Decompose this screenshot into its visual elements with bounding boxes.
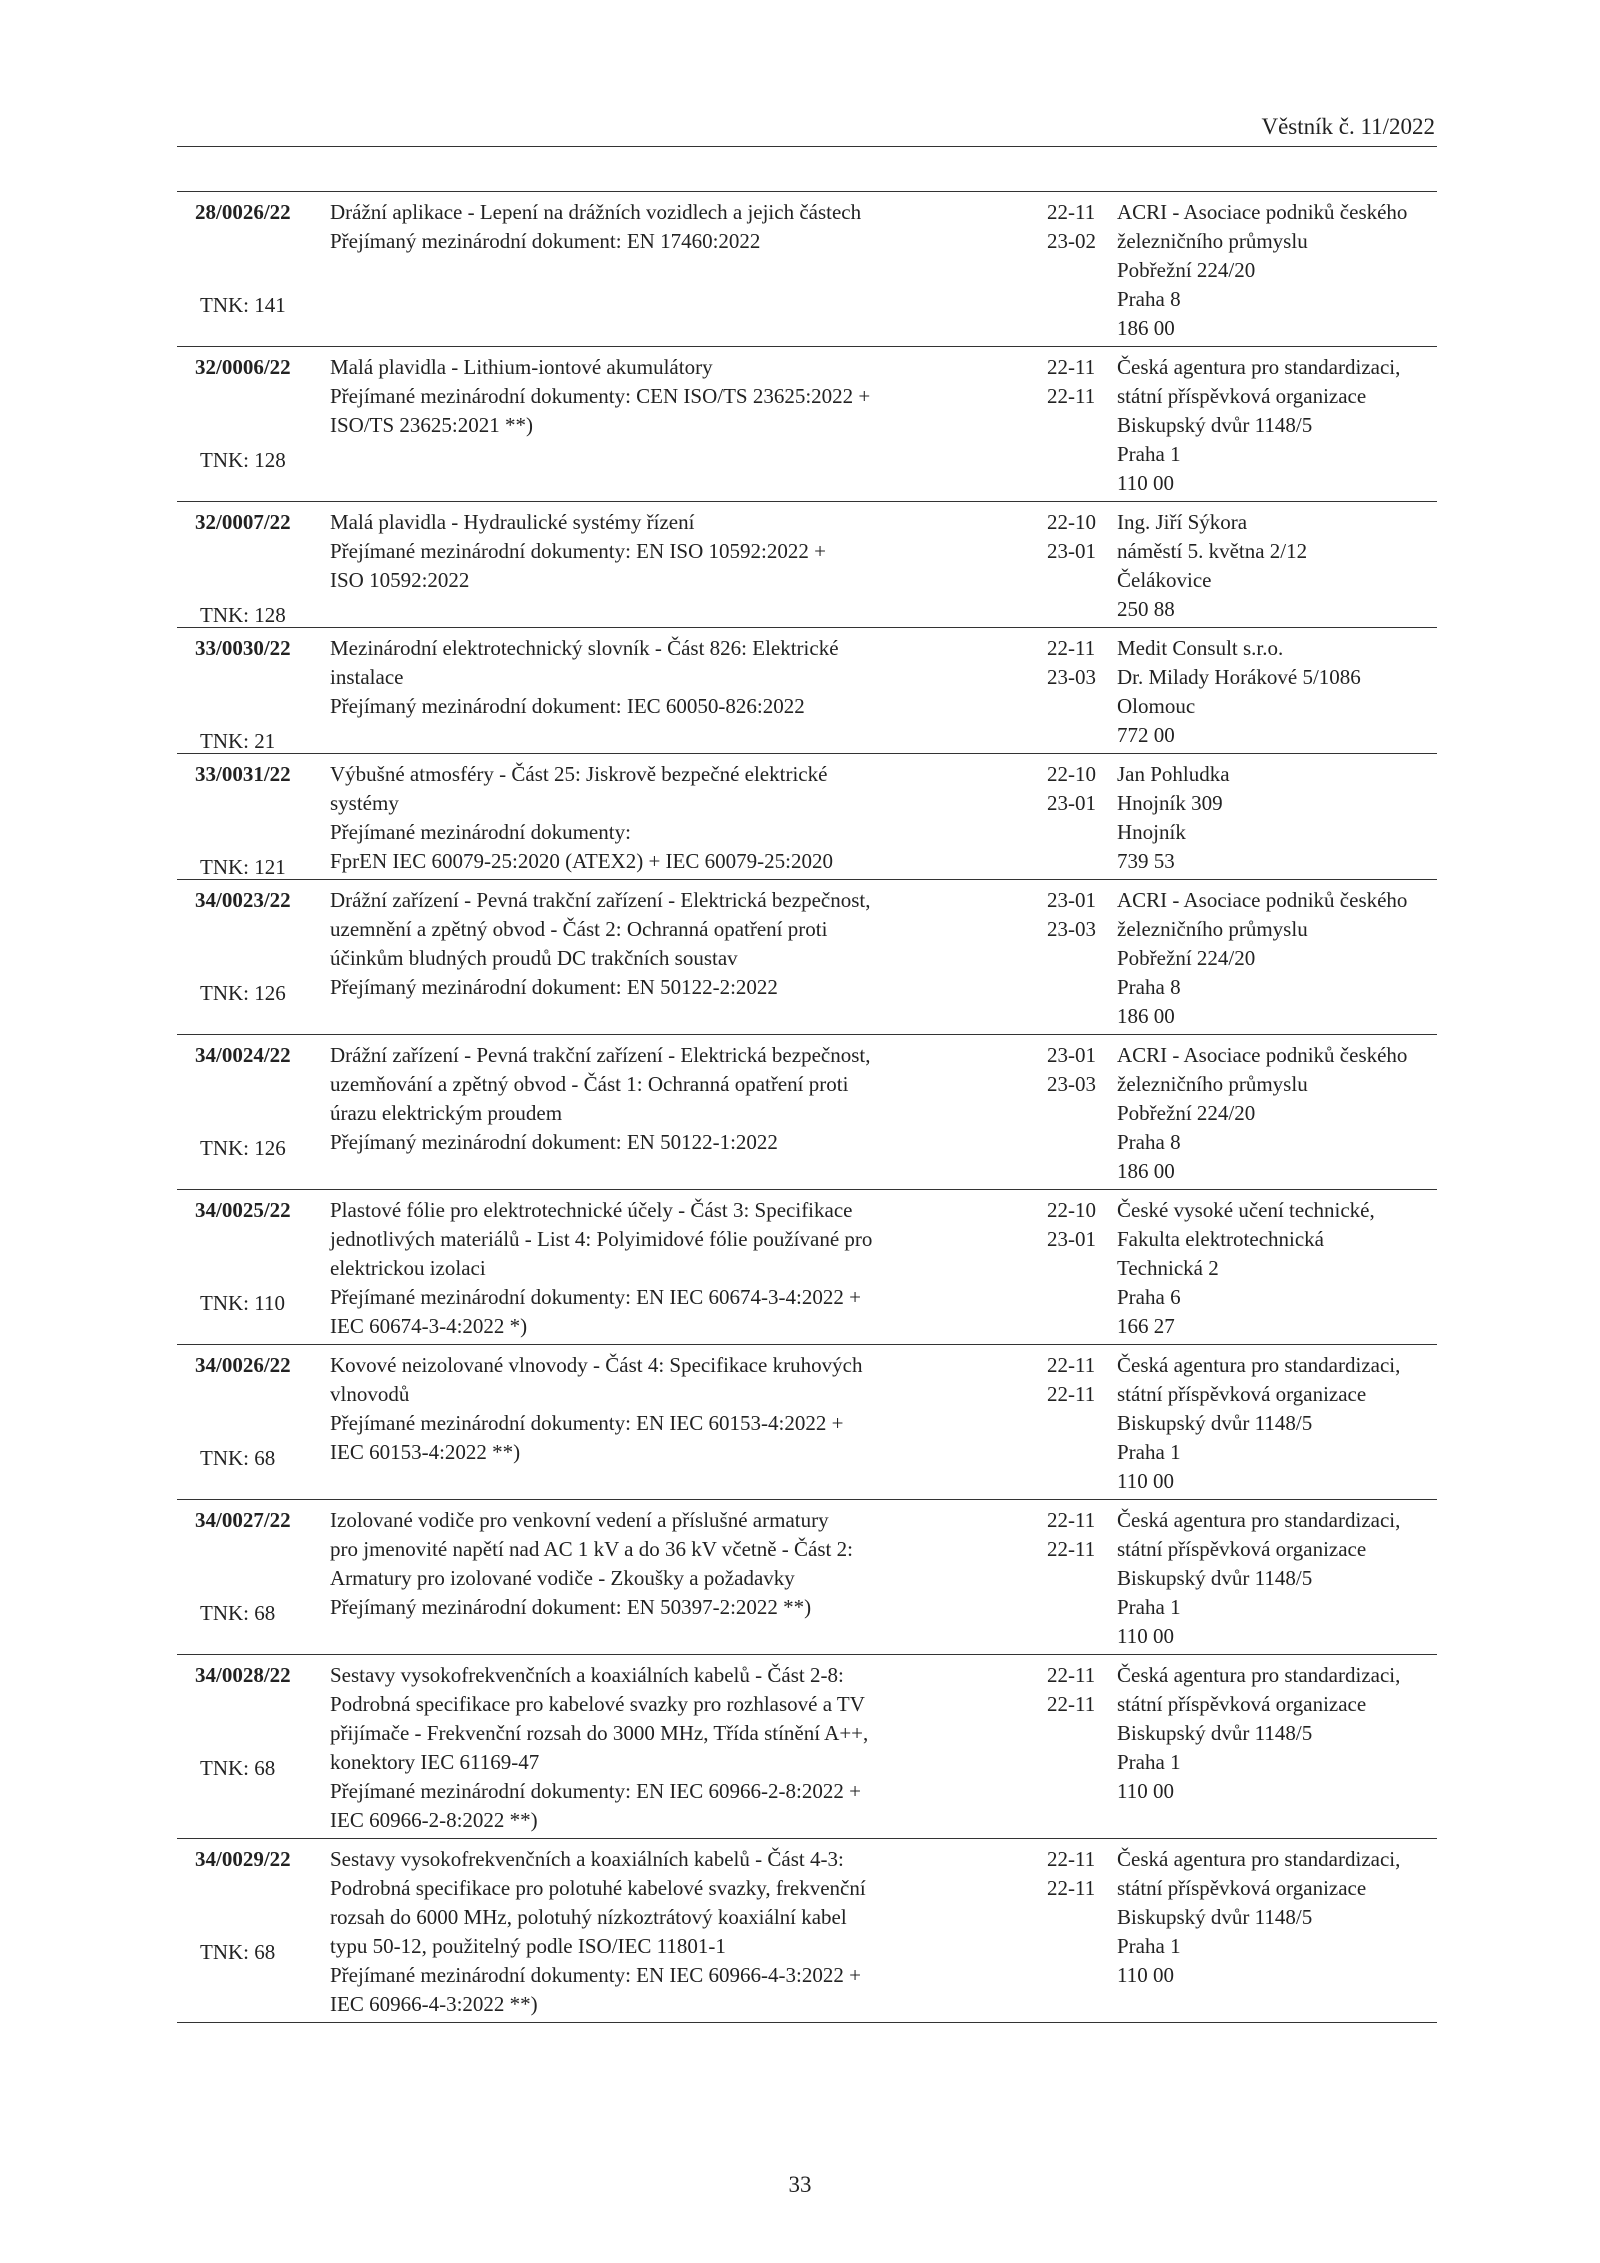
entry-code: 33/0031/22 <box>195 762 291 786</box>
entry-contact-line: Česká agentura pro standardizaci, <box>1117 355 1401 379</box>
entry-contact-line: 166 27 <box>1117 1314 1175 1338</box>
entry-contact-line: Biskupský dvůr 1148/5 <box>1117 1721 1313 1745</box>
table-row <box>177 347 1437 502</box>
entry-contact-line: Biskupský dvůr 1148/5 <box>1117 1566 1313 1590</box>
entry-date: 23-01 <box>1047 888 1096 912</box>
entry-contact-line: Jan Pohludka <box>1117 762 1230 786</box>
entry-contact-line: Česká agentura pro standardizaci, <box>1117 1847 1401 1871</box>
entry-code-cell <box>177 353 327 498</box>
entry-contact-line: Praha 1 <box>1117 1934 1181 1958</box>
table-row <box>177 880 1437 1035</box>
page-header-title: Věstník č. 11/2022 <box>1261 114 1435 139</box>
entry-code-cell <box>177 508 327 627</box>
entry-contact-line: 110 00 <box>1117 471 1174 495</box>
entry-title-line: Přejímaný mezinárodní dokument: EN 50397-2:2022 **) <box>330 1595 812 1619</box>
entry-title-cell <box>327 760 1007 876</box>
entry-contact-line: Česká agentura pro standardizaci, <box>1117 1353 1401 1377</box>
entry-contact-line: státní příspěvková organizace <box>1117 1382 1367 1406</box>
entry-contact-line: Praha 8 <box>1117 975 1181 999</box>
entry-contact-line: železničního průmyslu <box>1117 1072 1308 1096</box>
entry-code-cell <box>177 1196 327 1341</box>
entry-code: 32/0007/22 <box>195 510 291 534</box>
entry-code: 33/0030/22 <box>195 636 291 660</box>
entry-dates-cell <box>1007 1661 1096 1835</box>
entry-contact-line: Hnojník <box>1117 820 1186 844</box>
entry-title-line: Drážní zařízení - Pevná trakční zařízení - Elektrická bezpečnost, <box>330 1043 871 1067</box>
entry-title-cell <box>327 198 1007 343</box>
entry-title-line: Plastové fólie pro elektrotechnické účely - Část 3: Specifikace <box>330 1198 853 1222</box>
entry-contact-cell <box>1077 1041 1437 1186</box>
entry-tnk: TNK: 121 <box>200 855 286 879</box>
entry-date: 22-11 <box>1047 1847 1096 1871</box>
entry-title-line: Přejímané mezinárodní dokumenty: EN IEC 60966-2-8:2022 + <box>330 1779 861 1803</box>
entry-title-line: přijímače - Frekvenční rozsah do 3000 MHz, Třída stínění A++, <box>330 1721 869 1745</box>
standards-table <box>177 191 1437 2023</box>
entry-tnk: TNK: 128 <box>200 603 286 627</box>
entry-date: 23-03 <box>1047 1072 1096 1096</box>
entry-contact-line: 772 00 <box>1117 723 1175 747</box>
table-row <box>177 754 1437 880</box>
entry-tnk: TNK: 126 <box>200 981 286 1005</box>
entry-dates-cell <box>1007 1041 1096 1186</box>
entry-contact-line: Pobřežní 224/20 <box>1117 1101 1256 1125</box>
entry-date: 22-11 <box>1047 384 1096 408</box>
entry-date: 22-11 <box>1047 1382 1096 1406</box>
entry-title-line: Přejímaný mezinárodní dokument: EN 50122-2:2022 <box>330 975 778 999</box>
entry-dates-cell <box>1007 634 1096 750</box>
entry-title-line: Sestavy vysokofrekvenčních a koaxiálních kabelů - Část 4-3: <box>330 1847 844 1871</box>
entry-date: 23-01 <box>1047 791 1096 815</box>
entry-contact-line: 110 00 <box>1117 1963 1174 1987</box>
entry-title-cell <box>327 1661 1007 1835</box>
entry-date: 22-10 <box>1047 510 1096 534</box>
entry-title-line: účinkům bludných proudů DC trakčních soustav <box>330 946 738 970</box>
entry-date: 22-11 <box>1047 1508 1096 1532</box>
entry-title-cell <box>327 1041 1007 1186</box>
entry-contact-cell <box>1077 1351 1437 1496</box>
entry-contact-cell <box>1077 353 1437 498</box>
entry-code-cell <box>177 1041 327 1186</box>
entry-contact-cell <box>1077 508 1437 624</box>
entry-code-cell <box>177 1661 327 1835</box>
entry-contact-line: Medit Consult s.r.o. <box>1117 636 1284 660</box>
entry-contact-line: Olomouc <box>1117 694 1196 718</box>
table-row <box>177 1345 1437 1500</box>
page-number: 33 <box>788 2172 812 2197</box>
entry-tnk: TNK: 68 <box>200 1940 276 1964</box>
entry-title-line: FprEN IEC 60079-25:2020 (ATEX2) + IEC 60079-25:2020 <box>330 849 833 873</box>
entry-contact-line: Praha 6 <box>1117 1285 1181 1309</box>
entry-title-line: Přejímané mezinárodní dokumenty: EN IEC 60966-4-3:2022 + <box>330 1963 861 1987</box>
entry-title-line: Mezinárodní elektrotechnický slovník - Část 826: Elektrické <box>330 636 839 660</box>
entry-title-line: Malá plavidla - Hydraulické systémy řízení <box>330 510 695 534</box>
entry-date: 23-03 <box>1047 665 1096 689</box>
table-row <box>177 1655 1437 1839</box>
table-row <box>177 502 1437 628</box>
table-row <box>177 628 1437 754</box>
entry-contact-line: 110 00 <box>1117 1469 1174 1493</box>
entry-title-cell <box>327 634 1007 750</box>
entry-contact-line: 110 00 <box>1117 1624 1174 1648</box>
entry-title-line: Podrobná specifikace pro kabelové svazky pro rozhlasové a TV <box>330 1692 865 1716</box>
table-row <box>177 192 1437 347</box>
entry-title-line: uzemňování a zpětný obvod - Část 1: Ochranná opatření proti <box>330 1072 849 1096</box>
entry-contact-line: železničního průmyslu <box>1117 917 1308 941</box>
entry-title-line: IEC 60966-2-8:2022 **) <box>330 1808 538 1832</box>
entry-title-line: Drážní zařízení - Pevná trakční zařízení - Elektrická bezpečnost, <box>330 888 871 912</box>
entry-title-cell <box>327 353 1007 498</box>
entry-code-cell <box>177 760 327 879</box>
entry-contact-line: České vysoké učení technické, <box>1117 1198 1375 1222</box>
entry-title-line: systémy <box>330 791 399 815</box>
entry-tnk: TNK: 128 <box>200 448 286 472</box>
entry-title-line: Přejímaný mezinárodní dokument: EN 50122-1:2022 <box>330 1130 778 1154</box>
entry-code: 34/0028/22 <box>195 1663 291 1687</box>
entry-tnk: TNK: 68 <box>200 1756 276 1780</box>
entry-title-line: IEC 60153-4:2022 **) <box>330 1440 521 1464</box>
entry-title-line: Přejímané mezinárodní dokumenty: EN IEC 60153-4:2022 + <box>330 1411 844 1435</box>
entry-code: 34/0025/22 <box>195 1198 291 1222</box>
entry-title-line: rozsah do 6000 MHz, polotuhý nízkoztrátový koaxiální kabel <box>330 1905 847 1929</box>
entry-title-cell <box>327 1351 1007 1496</box>
entry-code-cell <box>177 198 327 343</box>
entry-title-cell <box>327 886 1007 1031</box>
entry-code-cell <box>177 1351 327 1496</box>
entry-contact-line: Praha 1 <box>1117 1595 1181 1619</box>
entry-contact-line: státní příspěvková organizace <box>1117 1537 1367 1561</box>
entry-title-cell <box>327 1845 1007 2019</box>
entry-dates-cell <box>1007 1845 1096 2019</box>
entry-contact-cell <box>1077 760 1437 876</box>
entry-date: 23-01 <box>1047 1227 1096 1251</box>
entry-code: 34/0026/22 <box>195 1353 291 1377</box>
entry-contact-line: 186 00 <box>1117 316 1175 340</box>
entry-title-line: ISO 10592:2022 <box>330 568 470 592</box>
entry-date: 22-11 <box>1047 1537 1096 1561</box>
entry-tnk: TNK: 21 <box>200 729 276 753</box>
entry-contact-line: 739 53 <box>1117 849 1175 873</box>
entry-contact-line: Praha 8 <box>1117 287 1181 311</box>
entry-title-line: instalace <box>330 665 404 689</box>
entry-dates-cell <box>1007 1351 1096 1496</box>
entry-contact-cell <box>1077 886 1437 1031</box>
entry-date: 22-11 <box>1047 636 1096 660</box>
entry-date: 22-11 <box>1047 200 1096 224</box>
entry-title-line: vlnovodů <box>330 1382 410 1406</box>
entry-title-line: IEC 60966-4-3:2022 **) <box>330 1992 538 2016</box>
entry-code-cell <box>177 1506 327 1651</box>
entry-contact-line: Česká agentura pro standardizaci, <box>1117 1663 1401 1687</box>
entry-title-line: typu 50-12, použitelný podle ISO/IEC 11801-1 <box>330 1934 726 1958</box>
entry-code-cell <box>177 886 327 1031</box>
entry-contact-line: železničního průmyslu <box>1117 229 1308 253</box>
entry-date: 22-11 <box>1047 1692 1096 1716</box>
entry-contact-line: Pobřežní 224/20 <box>1117 946 1256 970</box>
entry-title-line: Přejímané mezinárodní dokumenty: CEN ISO/TS 23625:2022 + <box>330 384 871 408</box>
entry-contact-line: státní příspěvková organizace <box>1117 1876 1367 1900</box>
entry-date: 22-11 <box>1047 1876 1096 1900</box>
entry-title-line: konektory IEC 61169-47 <box>330 1750 540 1774</box>
header-divider <box>177 146 1437 147</box>
entry-title-line: ISO/TS 23625:2021 **) <box>330 413 534 437</box>
entry-title-line: Přejímané mezinárodní dokumenty: EN IEC 60674-3-4:2022 + <box>330 1285 861 1309</box>
entry-title-line: IEC 60674-3-4:2022 *) <box>330 1314 528 1338</box>
entry-contact-cell <box>1077 1196 1437 1341</box>
entry-date: 23-02 <box>1047 229 1096 253</box>
entry-title-cell <box>327 1196 1007 1341</box>
entry-code: 34/0023/22 <box>195 888 291 912</box>
entry-contact-line: Praha 8 <box>1117 1130 1181 1154</box>
entry-title-line: elektrickou izolaci <box>330 1256 486 1280</box>
entry-code: 28/0026/22 <box>195 200 291 224</box>
entry-dates-cell <box>1007 886 1096 1031</box>
entry-code: 34/0024/22 <box>195 1043 291 1067</box>
entry-contact-cell <box>1077 1845 1437 2019</box>
entry-contact-line: Biskupský dvůr 1148/5 <box>1117 413 1313 437</box>
entry-contact-line: Technická 2 <box>1117 1256 1219 1280</box>
entry-dates-cell <box>1007 508 1096 624</box>
entry-contact-line: Praha 1 <box>1117 1750 1181 1774</box>
entry-contact-cell <box>1077 1661 1437 1835</box>
entry-contact-line: náměstí 5. května 2/12 <box>1117 539 1308 563</box>
entry-title-line: Podrobná specifikace pro polotuhé kabelové svazky, frekvenční <box>330 1876 866 1900</box>
entry-contact-line: ACRI - Asociace podniků českého <box>1117 200 1408 224</box>
entry-code-cell <box>177 634 327 753</box>
entry-contact-line: státní příspěvková organizace <box>1117 384 1367 408</box>
entry-date: 22-11 <box>1047 355 1096 379</box>
entry-title-line: Výbušné atmosféry - Část 25: Jiskrově bezpečné elektrické <box>330 762 828 786</box>
table-row <box>177 1500 1437 1655</box>
entry-code-cell <box>177 1845 327 2019</box>
entry-title-line: Přejímaný mezinárodní dokument: IEC 60050-826:2022 <box>330 694 805 718</box>
entry-title-line: Přejímané mezinárodní dokumenty: EN ISO 10592:2022 + <box>330 539 826 563</box>
entry-contact-line: 186 00 <box>1117 1004 1175 1028</box>
entry-title-line: Malá plavidla - Lithium-iontové akumulátory <box>330 355 713 379</box>
entry-dates-cell <box>1007 353 1096 498</box>
entry-date: 22-11 <box>1047 1663 1096 1687</box>
entry-dates-cell <box>1007 198 1096 343</box>
entry-contact-cell <box>1077 1506 1437 1651</box>
entry-contact-line: 110 00 <box>1117 1779 1174 1803</box>
entry-title-cell <box>327 508 1007 624</box>
entry-code: 34/0027/22 <box>195 1508 291 1532</box>
entry-contact-cell <box>1077 198 1437 343</box>
table-row <box>177 1190 1437 1345</box>
entry-contact-cell <box>1077 634 1437 750</box>
entry-date: 22-10 <box>1047 1198 1096 1222</box>
entry-contact-line: Praha 1 <box>1117 442 1181 466</box>
entry-code: 34/0029/22 <box>195 1847 291 1871</box>
entry-title-line: uzemnění a zpětný obvod - Část 2: Ochranná opatření proti <box>330 917 828 941</box>
entry-title-line: Drážní aplikace - Lepení na drážních vozidlech a jejich částech <box>330 200 862 224</box>
table-row <box>177 1035 1437 1190</box>
entry-contact-line: Pobřežní 224/20 <box>1117 258 1256 282</box>
entry-contact-line: Čelákovice <box>1117 568 1212 592</box>
entry-title-line: Přejímaný mezinárodní dokument: EN 17460:2022 <box>330 229 761 253</box>
entry-tnk: TNK: 68 <box>200 1446 276 1470</box>
entry-date: 22-11 <box>1047 1353 1096 1377</box>
table-row <box>177 1839 1437 2023</box>
entry-title-line: úrazu elektrickým proudem <box>330 1101 563 1125</box>
entry-dates-cell <box>1007 760 1096 876</box>
entry-contact-line: 250 88 <box>1117 597 1175 621</box>
entry-contact-line: Česká agentura pro standardizaci, <box>1117 1508 1401 1532</box>
entry-contact-line: Fakulta elektrotechnická <box>1117 1227 1324 1251</box>
entry-date: 22-10 <box>1047 762 1096 786</box>
entry-tnk: TNK: 110 <box>200 1291 285 1315</box>
entry-title-line: Kovové neizolované vlnovody - Část 4: Specifikace kruhových <box>330 1353 863 1377</box>
entry-title-cell <box>327 1506 1007 1651</box>
entry-title-line: pro jmenovité napětí nad AC 1 kV a do 36 kV včetně - Část 2: <box>330 1537 853 1561</box>
entry-contact-line: Hnojník 309 <box>1117 791 1223 815</box>
entry-contact-line: státní příspěvková organizace <box>1117 1692 1367 1716</box>
entry-code: 32/0006/22 <box>195 355 291 379</box>
entry-dates-cell <box>1007 1196 1096 1341</box>
entry-title-line: Izolované vodiče pro venkovní vedení a příslušné armatury <box>330 1508 829 1532</box>
entry-title-line: jednotlivých materiálů - List 4: Polyimidové fólie používané pro <box>330 1227 873 1251</box>
entry-tnk: TNK: 68 <box>200 1601 276 1625</box>
entry-title-line: Přejímané mezinárodní dokumenty: <box>330 820 631 844</box>
entry-tnk: TNK: 141 <box>200 293 286 317</box>
entry-date: 23-01 <box>1047 1043 1096 1067</box>
entry-dates-cell <box>1007 1506 1096 1651</box>
entry-date: 23-03 <box>1047 917 1096 941</box>
entry-contact-line: Ing. Jiří Sýkora <box>1117 510 1248 534</box>
entry-title-line: Sestavy vysokofrekvenčních a koaxiálních kabelů - Část 2-8: <box>330 1663 844 1687</box>
entry-contact-line: 186 00 <box>1117 1159 1175 1183</box>
entry-contact-line: Biskupský dvůr 1148/5 <box>1117 1411 1313 1435</box>
entry-title-line: Armatury pro izolované vodiče - Zkoušky a požadavky <box>330 1566 795 1590</box>
entry-contact-line: Dr. Milady Horákové 5/1086 <box>1117 665 1361 689</box>
entry-contact-line: ACRI - Asociace podniků českého <box>1117 1043 1408 1067</box>
entry-contact-line: Praha 1 <box>1117 1440 1181 1464</box>
entry-date: 23-01 <box>1047 539 1096 563</box>
entry-tnk: TNK: 126 <box>200 1136 286 1160</box>
entry-contact-line: Biskupský dvůr 1148/5 <box>1117 1905 1313 1929</box>
entry-contact-line: ACRI - Asociace podniků českého <box>1117 888 1408 912</box>
